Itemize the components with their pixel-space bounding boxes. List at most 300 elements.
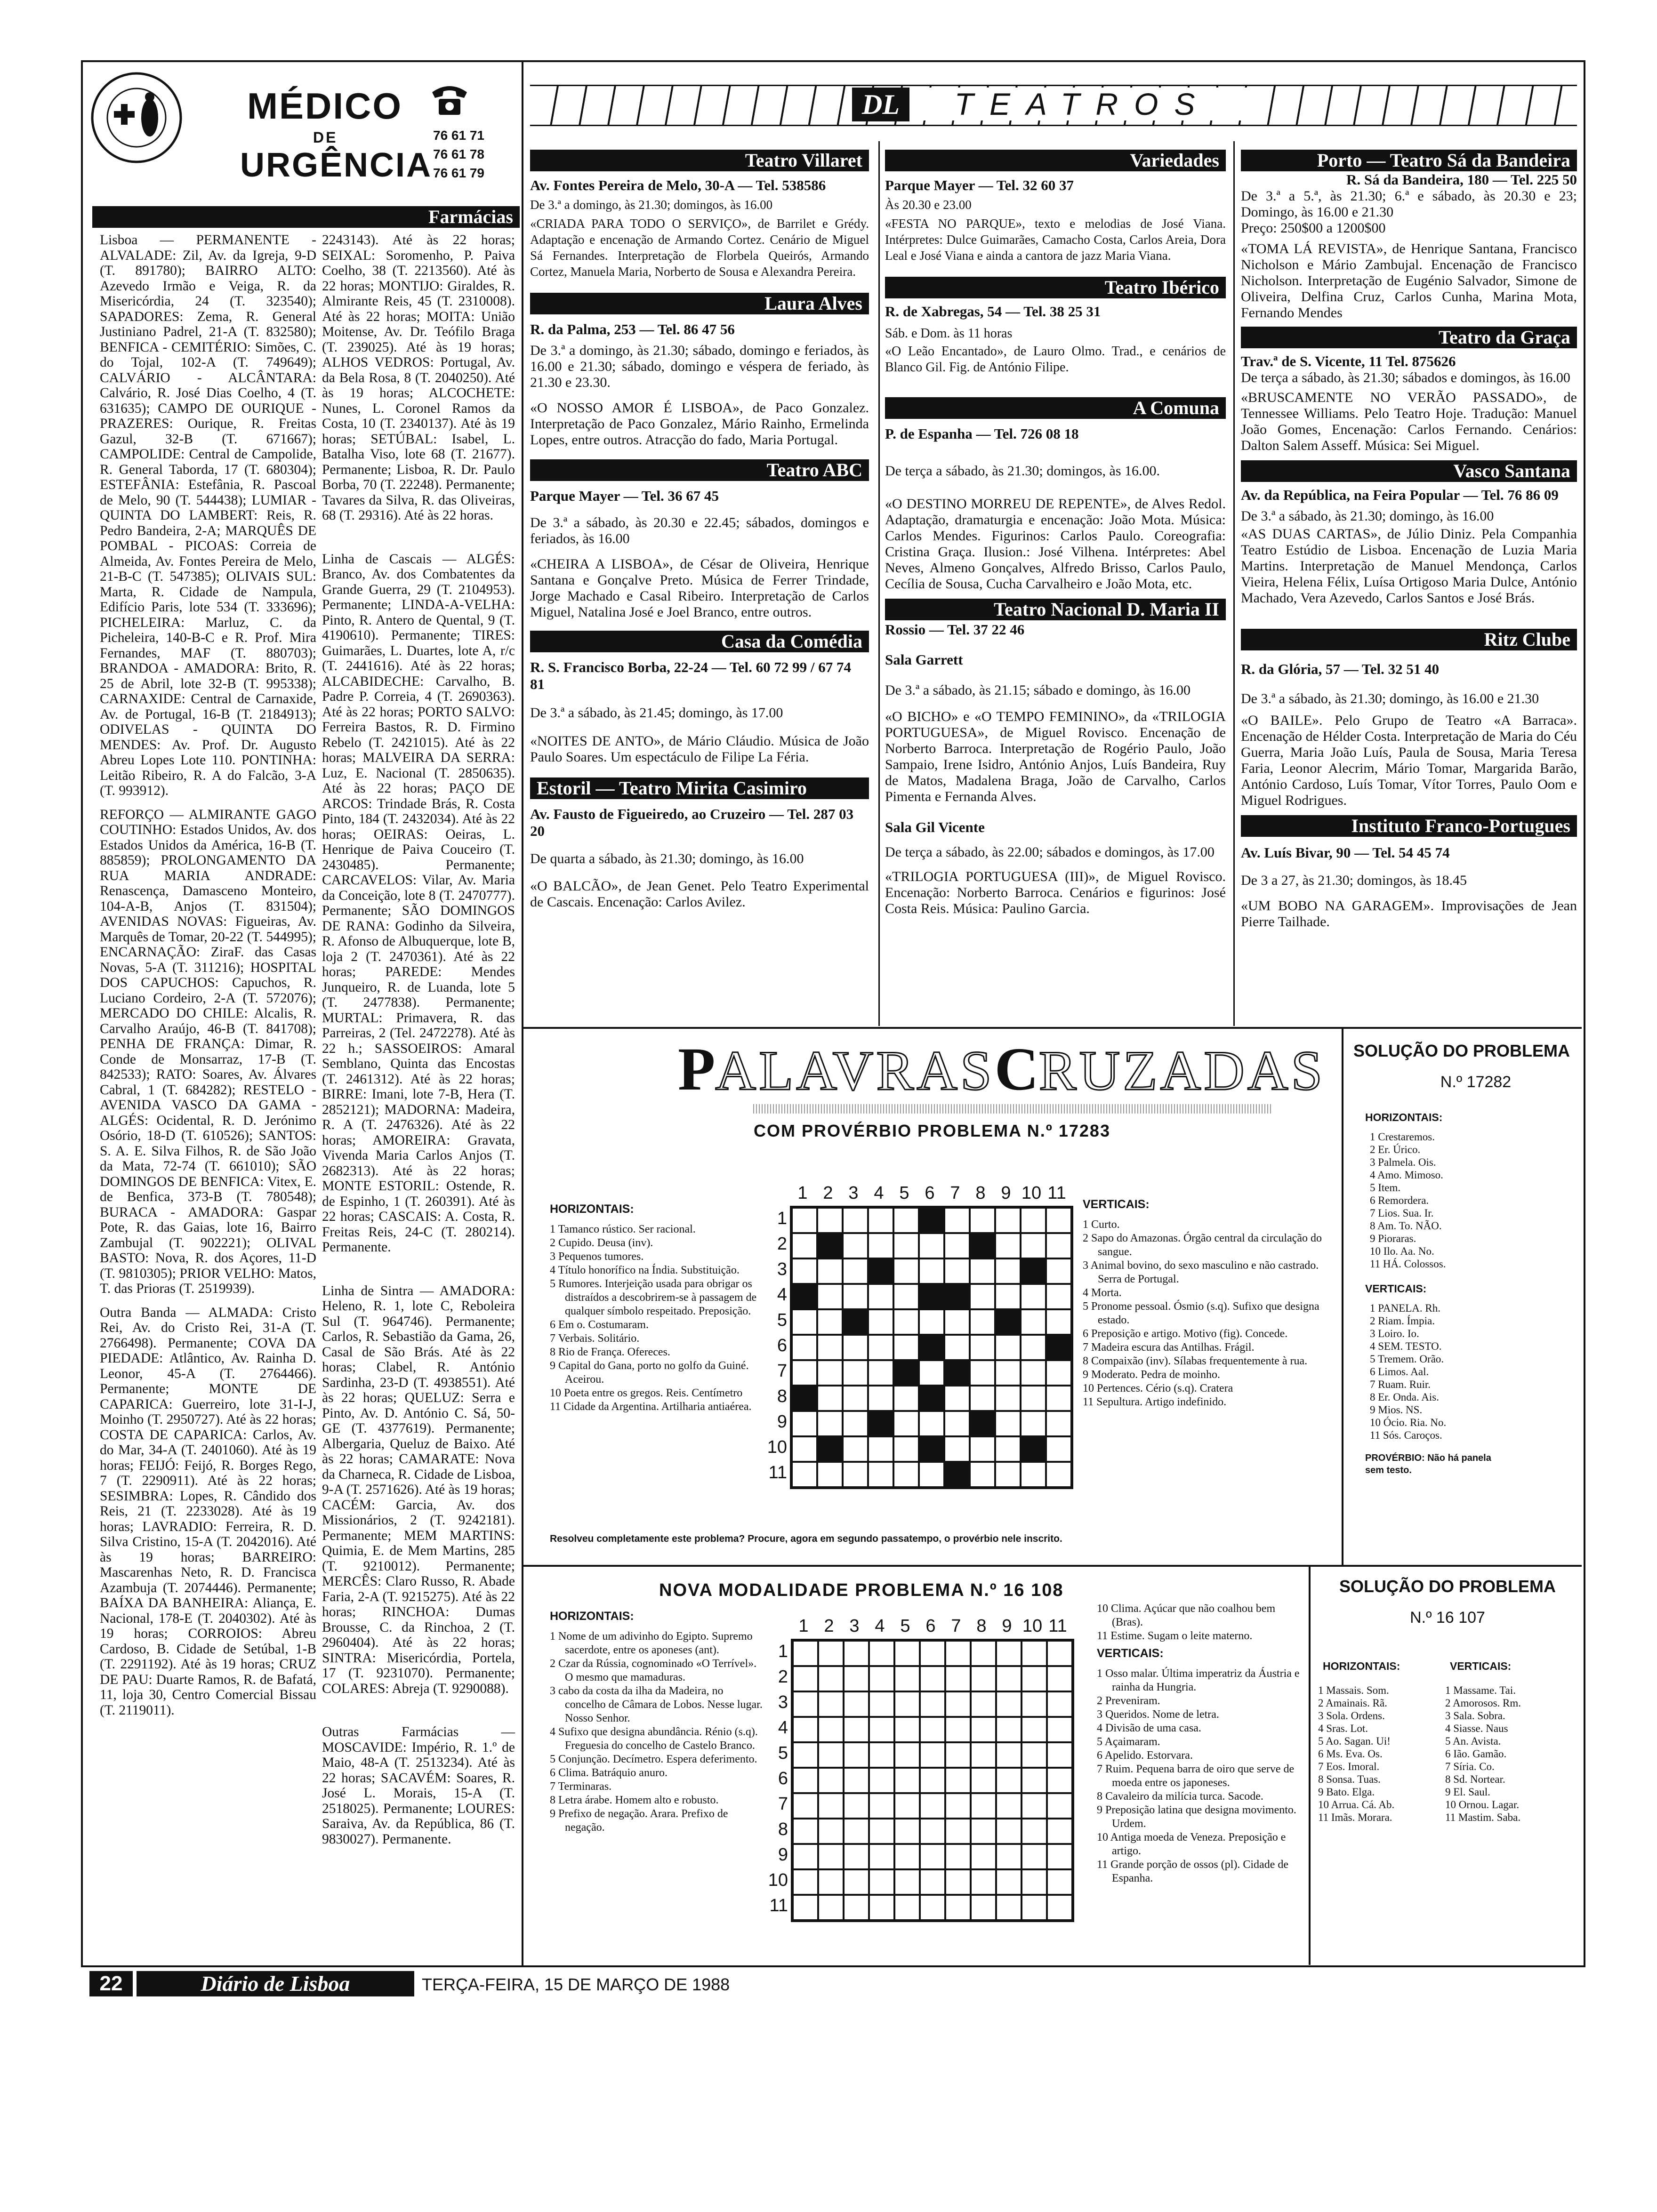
- grid-cell[interactable]: [1022, 1844, 1047, 1869]
- palavras-grid[interactable]: [790, 1206, 1073, 1489]
- grid-cell[interactable]: [894, 1869, 920, 1895]
- grid-cell[interactable]: [944, 1335, 970, 1360]
- grid-cell[interactable]: [996, 1819, 1022, 1844]
- grid-cell[interactable]: [920, 1819, 945, 1844]
- grid-cell[interactable]: [1046, 1258, 1071, 1284]
- grid-cell[interactable]: [1022, 1666, 1047, 1691]
- grid-cell[interactable]: [995, 1335, 1021, 1360]
- grid-cell[interactable]: [971, 1768, 996, 1793]
- grid-cell[interactable]: [944, 1208, 970, 1233]
- grid-cell[interactable]: [869, 1793, 894, 1819]
- grid-cell[interactable]: [1047, 1717, 1072, 1742]
- grid-cell[interactable]: [971, 1869, 996, 1895]
- grid-cell[interactable]: [818, 1819, 844, 1844]
- grid-cell[interactable]: [894, 1641, 920, 1666]
- grid-cell[interactable]: [792, 1233, 817, 1258]
- grid-column-number: 10: [1021, 1183, 1042, 1203]
- column-divider-main: [522, 60, 523, 1965]
- grid-cell[interactable]: [844, 1742, 869, 1768]
- grid-cell[interactable]: [893, 1309, 919, 1335]
- grid-cell[interactable]: [869, 1844, 894, 1869]
- grid-cell[interactable]: [792, 1208, 817, 1233]
- grid-cell[interactable]: [1022, 1793, 1047, 1819]
- grid-cell[interactable]: [793, 1768, 818, 1793]
- grid-column-number: 11: [1047, 1183, 1066, 1203]
- grid-row-number: 10: [767, 1437, 787, 1457]
- grid-black-cell: [919, 1284, 944, 1309]
- grid-cell[interactable]: [793, 1742, 818, 1768]
- grid-cell[interactable]: [893, 1386, 919, 1411]
- grid-cell[interactable]: [945, 1666, 971, 1691]
- grid-cell[interactable]: [920, 1666, 945, 1691]
- teatro-villaret-desc: «CRIADA PARA TODO O SERVIÇO», de Barrilet e Grédy. Adaptação e encenação de Armando Cortez. Cenário de Miguel Sá Fernandes. Interpretação de Florbela Queirós, Armando Cortez, Manuela Maria, Norberto de Sousa e Alexandra Pereira.: [530, 216, 869, 279]
- grid-cell[interactable]: [1021, 1233, 1046, 1258]
- grid-cell[interactable]: [894, 1691, 920, 1717]
- grid-cell[interactable]: [1047, 1793, 1072, 1819]
- grid-cell[interactable]: [792, 1335, 817, 1360]
- crossword-clue: 7 Terminaras.: [550, 1780, 612, 1793]
- teatro-ritz-hours: De 3.ª a sábado, às 21.30; domingo, às 16.00 e 21.30: [1241, 691, 1539, 706]
- grid-cell[interactable]: [996, 1895, 1022, 1920]
- teatro-iberico-header: Teatro Ibérico: [885, 277, 1226, 298]
- grid-cell[interactable]: [792, 1462, 817, 1487]
- grid-cell[interactable]: [945, 1793, 971, 1819]
- grid-cell[interactable]: [970, 1208, 995, 1233]
- grid-cell[interactable]: [1022, 1742, 1047, 1768]
- solucao1-horiz-heading: HORIZONTAIS:: [1365, 1111, 1443, 1123]
- palavras-title-2: RUZADAS: [1038, 1039, 1326, 1102]
- solution-entry: 9 El. Saul.: [1445, 1786, 1490, 1798]
- grid-row-number: 8: [778, 1819, 788, 1839]
- grid-cell[interactable]: [868, 1309, 893, 1335]
- solucao1-num: N.º 17282: [1440, 1073, 1512, 1091]
- grid-cell[interactable]: [971, 1895, 996, 1920]
- grid-cell[interactable]: [792, 1411, 817, 1436]
- grid-cell[interactable]: [868, 1360, 893, 1386]
- phone-number: 76 61 71: [433, 128, 484, 143]
- grid-cell[interactable]: [894, 1666, 920, 1691]
- grid-cell[interactable]: [817, 1309, 843, 1335]
- grid-cell[interactable]: [996, 1717, 1022, 1742]
- grid-cell[interactable]: [1046, 1360, 1071, 1386]
- grid-cell[interactable]: [945, 1768, 971, 1793]
- teatro-porto-header: Porto — Teatro Sá da Bandeira: [1241, 150, 1577, 171]
- grid-cell[interactable]: [919, 1411, 944, 1436]
- grid-cell[interactable]: [843, 1233, 868, 1258]
- grid-cell[interactable]: [1021, 1309, 1046, 1335]
- grid-cell[interactable]: [818, 1641, 844, 1666]
- grid-cell[interactable]: [793, 1793, 818, 1819]
- grid-cell[interactable]: [818, 1844, 844, 1869]
- grid-cell[interactable]: [817, 1360, 843, 1386]
- grid-cell[interactable]: [843, 1462, 868, 1487]
- grid-cell[interactable]: [793, 1717, 818, 1742]
- grid-cell[interactable]: [971, 1844, 996, 1869]
- crossword-clue: 7 Ruim. Pequena barra de oiro que serve de moeda entre os japoneses.: [1097, 1763, 1295, 1789]
- grid-cell[interactable]: [945, 1717, 971, 1742]
- grid-cell[interactable]: [945, 1844, 971, 1869]
- grid-cell[interactable]: [971, 1691, 996, 1717]
- grid-cell[interactable]: [919, 1309, 944, 1335]
- grid-cell[interactable]: [1047, 1768, 1072, 1793]
- grid-cell[interactable]: [971, 1793, 996, 1819]
- grid-cell[interactable]: [995, 1360, 1021, 1386]
- grid-cell[interactable]: [1047, 1666, 1072, 1691]
- grid-cell[interactable]: [996, 1691, 1022, 1717]
- grid-cell[interactable]: [920, 1717, 945, 1742]
- grid-cell[interactable]: [817, 1258, 843, 1284]
- grid-cell[interactable]: [869, 1717, 894, 1742]
- grid-cell[interactable]: [793, 1666, 818, 1691]
- grid-cell[interactable]: [869, 1819, 894, 1844]
- grid-cell[interactable]: [945, 1895, 971, 1920]
- grid-cell[interactable]: [869, 1768, 894, 1793]
- teatro-mirita-desc: «O BALCÃO», de Jean Genet. Pelo Teatro Experimental de Cascais. Encenação: Carlos Avilez.: [530, 878, 869, 910]
- grid-cell[interactable]: [996, 1869, 1022, 1895]
- grid-cell[interactable]: [844, 1641, 869, 1666]
- grid-column-number: 9: [1001, 1183, 1011, 1203]
- teatro-variedades-header: Variedades: [885, 150, 1226, 171]
- grid-cell[interactable]: [843, 1208, 868, 1233]
- grid-cell[interactable]: [971, 1641, 996, 1666]
- palavras-horiz-heading: HORIZONTAIS:: [550, 1202, 634, 1216]
- grid-cell[interactable]: [1022, 1717, 1047, 1742]
- grid-cell[interactable]: [893, 1258, 919, 1284]
- grid-cell[interactable]: [893, 1208, 919, 1233]
- solution-entry: 9 Pioraras.: [1370, 1233, 1416, 1244]
- grid-cell[interactable]: [995, 1411, 1021, 1436]
- teatro-graca-header: Teatro da Graça: [1241, 327, 1577, 348]
- grid-cell[interactable]: [1047, 1895, 1072, 1920]
- grid-cell[interactable]: [893, 1233, 919, 1258]
- solucao1-vert-heading: VERTICAIS:: [1365, 1282, 1427, 1295]
- divider-teatros-crossword: [522, 1027, 1582, 1029]
- grid-black-cell: [1021, 1258, 1046, 1284]
- grid-cell[interactable]: [844, 1844, 869, 1869]
- grid-cell[interactable]: [844, 1895, 869, 1920]
- grid-cell[interactable]: [844, 1819, 869, 1844]
- grid-row-number: 4: [778, 1718, 788, 1738]
- grid-cell[interactable]: [843, 1360, 868, 1386]
- grid-cell[interactable]: [844, 1717, 869, 1742]
- grid-cell[interactable]: [869, 1691, 894, 1717]
- grid-cell[interactable]: [1021, 1335, 1046, 1360]
- grid-cell[interactable]: [893, 1284, 919, 1309]
- solution-entry: 7 Eos. Imoral.: [1318, 1761, 1380, 1772]
- palavras-title-p: P: [678, 1035, 716, 1103]
- grid-cell[interactable]: [817, 1335, 843, 1360]
- grid-cell[interactable]: [844, 1691, 869, 1717]
- grid-cell[interactable]: [868, 1233, 893, 1258]
- solution-entry: 3 Sola. Ordens.: [1318, 1710, 1385, 1722]
- grid-cell[interactable]: [945, 1819, 971, 1844]
- teatro-comuna-desc: «O DESTINO MORREU DE REPENTE», de Alves Redol. Adaptação, dramaturgia e encenação: João Mota. Música: Carlos Mendes. Figurinos: Carlos Paulo. Coreografia: Cristina Graça. Ilusion.: José Vilhena. Intérpretes: Abel Neves, Almeno Gonçalves, Alfredo Brisso, Carlos Paulo, Cecília de Sousa, Cucha Carvalheiro e João Mota, etc.: [885, 496, 1226, 592]
- teatros-col-divider-2: [1233, 141, 1235, 1026]
- grid-cell[interactable]: [944, 1436, 970, 1462]
- grid-cell[interactable]: [843, 1436, 868, 1462]
- nova-grid[interactable]: [791, 1639, 1074, 1922]
- grid-cell[interactable]: [1022, 1869, 1047, 1895]
- grid-cell[interactable]: [945, 1869, 971, 1895]
- grid-cell[interactable]: [1021, 1411, 1046, 1436]
- grid-cell[interactable]: [970, 1462, 995, 1487]
- grid-row-number: 1: [777, 1209, 787, 1228]
- grid-cell[interactable]: [817, 1386, 843, 1411]
- grid-cell[interactable]: [817, 1284, 843, 1309]
- grid-column-number: 1: [797, 1183, 808, 1203]
- grid-cell[interactable]: [894, 1895, 920, 1920]
- grid-cell[interactable]: [995, 1233, 1021, 1258]
- medico-title-2: URGÊNCIA: [240, 146, 433, 184]
- grid-cell[interactable]: [1022, 1691, 1047, 1717]
- grid-cell[interactable]: [1046, 1411, 1071, 1436]
- grid-cell[interactable]: [818, 1869, 844, 1895]
- grid-cell[interactable]: [1047, 1844, 1072, 1869]
- grid-black-cell: [919, 1436, 944, 1462]
- teatro-abc-desc: «CHEIRA A LISBOA», de César de Oliveira, Henrique Santana e Gonçalve Preto. Música de Ferrer Trindade, Jorge Machado e Casal Ribeiro. Interpretação de Carlos Miguel, Natalina José e Joel Branco, entre outros.: [530, 556, 869, 620]
- farmacias-col1: [100, 232, 316, 1726]
- grid-cell[interactable]: [844, 1793, 869, 1819]
- nova-horiz-clues: [550, 1610, 766, 1835]
- grid-cell[interactable]: [818, 1768, 844, 1793]
- grid-cell[interactable]: [1046, 1208, 1071, 1233]
- grid-cell[interactable]: [995, 1386, 1021, 1411]
- grid-cell[interactable]: [893, 1436, 919, 1462]
- grid-cell[interactable]: [920, 1641, 945, 1666]
- grid-cell[interactable]: [1047, 1819, 1072, 1844]
- crossword-clue: 11 Grande porção de ossos (pl). Cidade de Espanha.: [1097, 1859, 1288, 1884]
- grid-cell[interactable]: [869, 1742, 894, 1768]
- grid-black-cell: [919, 1335, 944, 1360]
- grid-cell[interactable]: [919, 1258, 944, 1284]
- teatro-graca-hours: De terça a sábado, às 21.30; sábados e domingos, às 16.00: [1241, 370, 1570, 385]
- teatro-mirita-hours: De quarta a sábado, às 21.30; domingo, às 16.00: [530, 851, 804, 866]
- teatro-laura-addr: R. da Palma, 253 — Tel. 86 47 56: [530, 321, 735, 337]
- grid-cell[interactable]: [817, 1208, 843, 1233]
- grid-cell[interactable]: [970, 1386, 995, 1411]
- grid-cell[interactable]: [844, 1768, 869, 1793]
- grid-cell[interactable]: [970, 1335, 995, 1360]
- grid-cell[interactable]: [996, 1742, 1022, 1768]
- grid-cell[interactable]: [944, 1233, 970, 1258]
- crossword-clue: 10 Pertences. Cério (s.q). Cratera: [1083, 1382, 1233, 1395]
- grid-cell[interactable]: [893, 1411, 919, 1436]
- solution-entry: 8 Sonsa. Tuas.: [1318, 1773, 1381, 1785]
- grid-cell[interactable]: [818, 1691, 844, 1717]
- grid-cell[interactable]: [868, 1284, 893, 1309]
- grid-cell[interactable]: [919, 1360, 944, 1386]
- grid-cell[interactable]: [1021, 1284, 1046, 1309]
- solution-entry: 11 Mastim. Saba.: [1445, 1811, 1521, 1823]
- solution-entry: 1 PANELA. Rh.: [1370, 1302, 1440, 1314]
- grid-cell[interactable]: [894, 1793, 920, 1819]
- grid-cell[interactable]: [793, 1819, 818, 1844]
- grid-cell[interactable]: [1046, 1436, 1071, 1462]
- grid-cell[interactable]: [868, 1386, 893, 1411]
- grid-cell[interactable]: [970, 1284, 995, 1309]
- grid-cell[interactable]: [868, 1462, 893, 1487]
- grid-cell[interactable]: [893, 1462, 919, 1487]
- teatro-variedades-hours: Às 20.30 e 23.00: [885, 198, 972, 212]
- grid-cell[interactable]: [919, 1462, 944, 1487]
- grid-cell[interactable]: [920, 1742, 945, 1768]
- grid-cell[interactable]: [996, 1641, 1022, 1666]
- grid-cell[interactable]: [793, 1895, 818, 1920]
- crossword-clue: 10 Poeta entre os gregos. Reis. Centímetro: [550, 1387, 743, 1399]
- grid-cell[interactable]: [1047, 1641, 1072, 1666]
- grid-cell[interactable]: [844, 1869, 869, 1895]
- grid-cell[interactable]: [817, 1462, 843, 1487]
- grid-cell[interactable]: [843, 1258, 868, 1284]
- grid-cell[interactable]: [920, 1691, 945, 1717]
- grid-column-number: 11: [1048, 1616, 1067, 1636]
- grid-cell[interactable]: [996, 1768, 1022, 1793]
- grid-cell[interactable]: [818, 1793, 844, 1819]
- grid-cell[interactable]: [945, 1641, 971, 1666]
- grid-cell[interactable]: [868, 1335, 893, 1360]
- grid-cell[interactable]: [893, 1335, 919, 1360]
- solution-entry: 5 An. Avista.: [1445, 1735, 1501, 1747]
- teatro-mirita-header: Estoril — Teatro Mirita Casimiro: [530, 777, 869, 799]
- grid-row-number: 2: [778, 1667, 788, 1687]
- grid-cell[interactable]: [1047, 1742, 1072, 1768]
- grid-cell[interactable]: [971, 1717, 996, 1742]
- grid-cell[interactable]: [1021, 1360, 1046, 1386]
- teatro-franco-header: Instituto Franco-Portugues: [1241, 815, 1577, 837]
- grid-cell[interactable]: [970, 1436, 995, 1462]
- grid-cell[interactable]: [1022, 1641, 1047, 1666]
- grid-cell[interactable]: [1021, 1462, 1046, 1487]
- grid-cell[interactable]: [793, 1691, 818, 1717]
- solucao2-num: N.º 16 107: [1410, 1609, 1485, 1627]
- grid-cell[interactable]: [792, 1258, 817, 1284]
- grid-cell[interactable]: [945, 1742, 971, 1768]
- grid-cell[interactable]: [1047, 1869, 1072, 1895]
- grid-cell[interactable]: [894, 1742, 920, 1768]
- teatro-dmaria-desc: «O BICHO» e «O TEMPO FEMININO», da «TRILOGIA PORTUGUESA», de Miguel Rovisco. Encenação de Norberto Barroca. Interpretação de Rogério Paulo, João Sampaio, Irene Isidro, António Anjos, Luís Bandeira, Ruy de Matos, Madalena Braga, João de Carvalho, Carlos Pimenta e Fernanda Alves.: [885, 709, 1226, 804]
- solution-entry: 7 Síria. Co.: [1445, 1761, 1495, 1772]
- grid-cell[interactable]: [868, 1208, 893, 1233]
- grid-cell[interactable]: [894, 1844, 920, 1869]
- teatro-variedades-addr: Parque Mayer — Tel. 32 60 37: [885, 177, 1074, 193]
- grid-cell[interactable]: [971, 1819, 996, 1844]
- grid-cell[interactable]: [995, 1436, 1021, 1462]
- solution-entry: 4 Siasse. Naus: [1445, 1723, 1508, 1734]
- grid-cell[interactable]: [1046, 1462, 1071, 1487]
- grid-cell[interactable]: [1021, 1386, 1046, 1411]
- grid-cell[interactable]: [995, 1462, 1021, 1487]
- grid-cell[interactable]: [944, 1309, 970, 1335]
- grid-cell[interactable]: [971, 1666, 996, 1691]
- grid-cell[interactable]: [996, 1666, 1022, 1691]
- grid-cell[interactable]: [792, 1436, 817, 1462]
- grid-cell[interactable]: [818, 1742, 844, 1768]
- grid-cell[interactable]: [944, 1258, 970, 1284]
- grid-cell[interactable]: [1021, 1208, 1046, 1233]
- grid-cell[interactable]: [818, 1895, 844, 1920]
- grid-cell[interactable]: [843, 1335, 868, 1360]
- palavras-horiz-clues: [550, 1202, 757, 1414]
- grid-cell[interactable]: [995, 1208, 1021, 1233]
- grid-column-number: 5: [900, 1616, 910, 1636]
- grid-cell[interactable]: [793, 1869, 818, 1895]
- grid-cell[interactable]: [995, 1258, 1021, 1284]
- crossword-clue: 3 cabo da costa da ilha da Madeira, no concelho de Câmara de Lobos. Nesse lugar. Nosso Senhor.: [550, 1685, 763, 1724]
- grid-cell[interactable]: [1046, 1233, 1071, 1258]
- phone-icon: [428, 80, 471, 118]
- grid-black-cell: [919, 1386, 944, 1411]
- grid-cell[interactable]: [1046, 1284, 1071, 1309]
- grid-cell[interactable]: [970, 1309, 995, 1335]
- teatro-mirita-addr: Av. Fausto de Figueiredo, ao Cruzeiro — Tel. 287 03 20: [530, 806, 854, 839]
- grid-row-number: 4: [777, 1285, 787, 1305]
- grid-cell[interactable]: [995, 1284, 1021, 1309]
- grid-cell[interactable]: [818, 1717, 844, 1742]
- grid-cell[interactable]: [944, 1411, 970, 1436]
- crossword-clue: 6 Apelido. Estorvara.: [1097, 1749, 1193, 1762]
- grid-row-number: 11: [769, 1896, 788, 1915]
- grid-cell[interactable]: [919, 1233, 944, 1258]
- grid-cell[interactable]: [843, 1386, 868, 1411]
- grid-cell[interactable]: [793, 1641, 818, 1666]
- grid-cell[interactable]: [1022, 1819, 1047, 1844]
- grid-cell[interactable]: [920, 1768, 945, 1793]
- grid-cell[interactable]: [894, 1768, 920, 1793]
- grid-cell[interactable]: [868, 1436, 893, 1462]
- grid-cell[interactable]: [920, 1793, 945, 1819]
- teatro-col-c: [1241, 150, 1577, 930]
- grid-cell[interactable]: [869, 1666, 894, 1691]
- grid-cell[interactable]: [944, 1386, 970, 1411]
- solucao1-proverbio: PROVÉRBIO: Não há panela sem testo.: [1365, 1453, 1491, 1475]
- grid-cell[interactable]: [1046, 1309, 1071, 1335]
- grid-cell[interactable]: [920, 1869, 945, 1895]
- grid-cell[interactable]: [1046, 1386, 1071, 1411]
- grid-cell[interactable]: [792, 1360, 817, 1386]
- grid-cell[interactable]: [869, 1869, 894, 1895]
- grid-cell[interactable]: [1047, 1691, 1072, 1717]
- grid-cell[interactable]: [894, 1819, 920, 1844]
- grid-cell[interactable]: [920, 1844, 945, 1869]
- grid-cell[interactable]: [818, 1666, 844, 1691]
- grid-column-number: 9: [1002, 1616, 1012, 1636]
- grid-cell[interactable]: [1022, 1768, 1047, 1793]
- grid-cell[interactable]: [996, 1793, 1022, 1819]
- grid-cell[interactable]: [869, 1641, 894, 1666]
- medico-phones: [433, 126, 484, 183]
- grid-cell[interactable]: [793, 1844, 818, 1869]
- grid-cell[interactable]: [792, 1309, 817, 1335]
- grid-cell[interactable]: [843, 1411, 868, 1436]
- solucao1: [1351, 1041, 1572, 1476]
- grid-cell[interactable]: [1022, 1895, 1047, 1920]
- solution-entry: 4 Amo. Mimoso.: [1370, 1169, 1443, 1181]
- grid-cell[interactable]: [971, 1742, 996, 1768]
- grid-cell[interactable]: [869, 1895, 894, 1920]
- grid-cell[interactable]: [817, 1411, 843, 1436]
- grid-cell[interactable]: [920, 1895, 945, 1920]
- grid-cell[interactable]: [894, 1717, 920, 1742]
- grid-cell[interactable]: [843, 1284, 868, 1309]
- grid-cell[interactable]: [970, 1360, 995, 1386]
- grid-cell[interactable]: [970, 1258, 995, 1284]
- farmacias-col2: [322, 232, 515, 1855]
- grid-cell[interactable]: [945, 1691, 971, 1717]
- solution-entry: 11 Sós. Caroços.: [1370, 1429, 1442, 1441]
- grid-cell[interactable]: [996, 1844, 1022, 1869]
- grid-cell[interactable]: [844, 1666, 869, 1691]
- crossword-clue: 5 Conjunção. Decímetro. Espera deferimento.: [550, 1753, 757, 1765]
